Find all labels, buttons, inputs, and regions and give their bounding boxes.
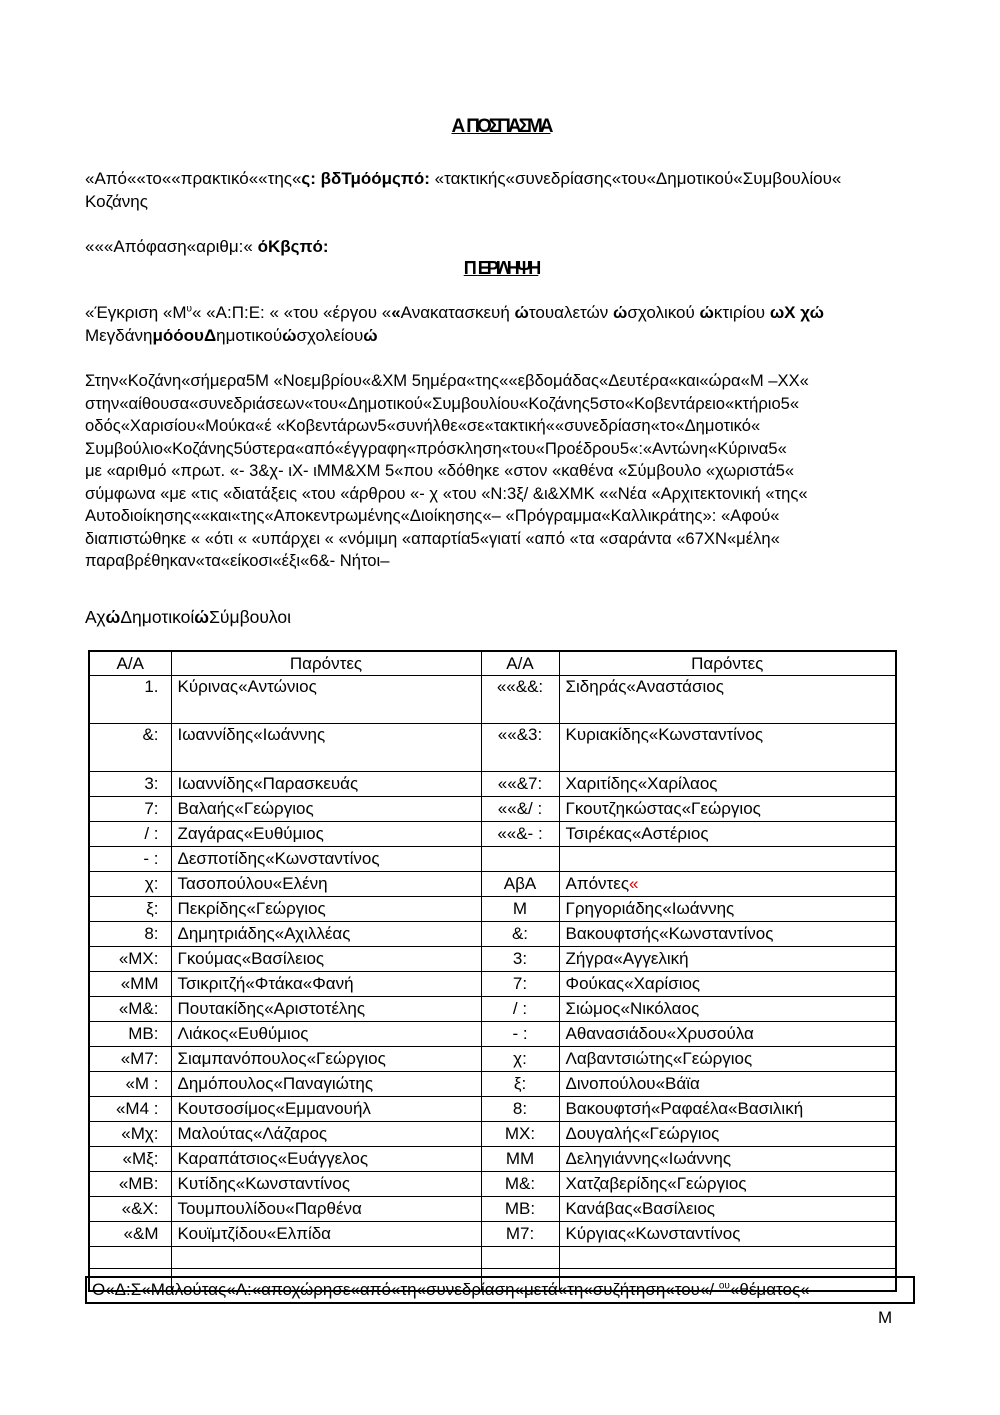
cell-index-left: ΜΒ: [89, 1022, 171, 1047]
cell-index-left: «Μ7: [89, 1047, 171, 1072]
cell-index-left: / : [89, 822, 171, 847]
table-row [89, 1047, 896, 1072]
text-run: ωΧ [769, 303, 801, 322]
text-run: Ανακατασκευή [400, 303, 515, 322]
cell-index-left: «Μ : [89, 1072, 171, 1097]
cell-name-left: Μαλούτας«Λάζαρος [171, 1122, 481, 1147]
cell-index-left: «ΜΜ [89, 972, 171, 997]
cell-index-left: 7: [89, 797, 171, 822]
cell-name-left: Δημόπουλος«Παναγιώτης [171, 1072, 481, 1097]
cell-name-right: Ζήγρα«Αγγελική [559, 947, 896, 972]
cell-name-right: Κανάβας«Βασίλειος [559, 1197, 896, 1222]
cell-index-left [89, 1247, 171, 1269]
text-run: σχολείου [296, 326, 364, 345]
cell-name-left: Πεκρίδης«Γεώργιος [171, 897, 481, 922]
cell-index-left: «Μχ: [89, 1122, 171, 1147]
text-run: όΚβςπό: [257, 237, 329, 256]
cell-name-right: Χαριτίδης«Χαρίλαος [559, 772, 896, 797]
text-run: ημοτικού [216, 326, 283, 345]
table-row [89, 972, 896, 997]
cell-name-left: Τσικριτζή«Φτάκα«Φανή [171, 972, 481, 997]
cell-name-right: Κύργιας«Κωνσταντίνος [559, 1222, 896, 1247]
table-row [89, 1197, 896, 1222]
summary-heading: ΠΕΡΙΛΗΨΗ [463, 258, 539, 278]
text-run: ώ [613, 303, 628, 322]
cell-name-right: Γρηγοριάδης«Ιωάννης [559, 897, 896, 922]
departure-note [85, 1276, 915, 1304]
text-run: «τακτικής«συνεδρίασης«του«Δημοτικού«Συμβουλίου« [429, 169, 842, 188]
text-run: « «Α:Π:Ε: « «του «έργου « [192, 303, 392, 322]
cell-name-right: Γκουτζηκώστας«Γεώργιος [559, 797, 896, 822]
text-run: ώ [282, 326, 297, 345]
cell-index-right: 7: [481, 972, 559, 997]
cell-name-left: Καραπάτσιος«Ευάγγελος [171, 1147, 481, 1172]
text-run: ώ [514, 303, 529, 322]
document-title: ΑΠΟΣΠΑΣΜΑ [451, 116, 551, 137]
text-run: ώ [363, 326, 378, 345]
cell-name-left: Γκούμας«Βασίλειος [171, 947, 481, 972]
cell-index-left: χ: [89, 872, 171, 897]
cell-name-left: Ιωαννίδης«Ιωάννης [171, 724, 481, 772]
cell-name-left: Ζαγάρας«Ευθύμιος [171, 822, 481, 847]
table-header-row [89, 651, 896, 676]
paragraph-line: οδός«Χαρισίου«Μούκα«έ «Κοβεντάρων5«συνήλθε«σε«τακτική««συνεδρίαση«το«Δημοτικό« [85, 416, 761, 435]
cell-name-right: Βακουφτσή«Ραφαέλα«Βασιλική [559, 1097, 896, 1122]
cell-index-left: - : [89, 847, 171, 872]
text-run: «Από««το««πρακτικό««της« [85, 169, 302, 188]
cell-index-left: «Μξ: [89, 1147, 171, 1172]
cell-name-left: Τασοπούλου«Ελένη [171, 872, 481, 897]
text-run: ώ [194, 607, 210, 627]
table-row [89, 872, 896, 897]
cell-name-right: Σιώμος«Νικόλαος [559, 997, 896, 1022]
page-number: Μ [878, 1308, 893, 1327]
table-row [89, 1097, 896, 1122]
paragraph-line: Συμβούλιο«Κοζάνης5ύστερα«από«έγγραφη«πρόσκληση«του«Προέδρου5«:«Αντώνη«Κύρινα5« [85, 438, 787, 458]
text-run: Σύμβουλοι [209, 607, 292, 627]
text-run: ς: βδΤμόόμςπό: [301, 169, 430, 188]
text-run: «Έγκριση «Μ [85, 303, 187, 322]
cell-index-right: ΜΒ: [481, 1197, 559, 1222]
header-cell-present-left: Παρόντες [171, 651, 481, 676]
text-run: « [391, 303, 401, 322]
cell-name-left [171, 1247, 481, 1269]
cell-name-right: Σιδηράς«Αναστάσιος [559, 676, 896, 724]
cell-index-right [481, 847, 559, 872]
text-run: σχολικού [627, 303, 700, 322]
table-row [89, 772, 896, 797]
table-row [89, 724, 896, 772]
cell-name-left: Κουτσοσίμος«Εμμανουήλ [171, 1097, 481, 1122]
text-run: Αχ [85, 607, 106, 627]
cell-index-right: 3: [481, 947, 559, 972]
table-row [89, 1247, 896, 1269]
intro-paragraph [85, 168, 917, 213]
cell-name-left: Βαλαής«Γεώργιος [171, 797, 481, 822]
text-run: ώ [105, 607, 121, 627]
cell-name-right: Δουγαλής«Γεώργιος [559, 1122, 896, 1147]
text-run: Ο«Δ:Σ«Μαλούτας«Λ:«αποχώρησε«από«τη«συνεδρίαση«μετά«τη«συζήτηση«του«/ [92, 1280, 719, 1299]
text-run: «θέματος« [729, 1280, 810, 1299]
decision-number-line [85, 237, 329, 257]
cell-index-right: ««&/ : [481, 797, 559, 822]
cell-index-right: ««&- : [481, 822, 559, 847]
table-row [89, 947, 896, 972]
cell-index-right: / : [481, 997, 559, 1022]
paragraph-line: Αυτοδιοίκησης««και«της«Αποκεντρωμένης«Διοίκησης«– «Πρόγραμμα«Καλλικράτης»: «Αφού« [85, 506, 780, 525]
absent-marker: « [629, 874, 639, 893]
cell-name-right: Κυριακίδης«Κωνσταντίνος [559, 724, 896, 772]
text-run: ου [718, 1280, 730, 1292]
cell-index-right: Μ&: [481, 1172, 559, 1197]
text-run: κτιρίου [713, 303, 770, 322]
cell-index-left: «ΜΒ: [89, 1172, 171, 1197]
cell-index-left: «&Χ: [89, 1197, 171, 1222]
paragraph-line: με «αριθμό «πρωτ. «- 3&χ- ιΧ- ιΜΜ&ΧΜ 5«που «δόθηκε «στον «καθένα «Σύμβουλο «χωριστά5« [85, 461, 795, 480]
table-row [89, 1122, 896, 1147]
table-row [89, 1172, 896, 1197]
text-run: τουαλετών [528, 303, 613, 322]
cell-index-right: ««&7: [481, 772, 559, 797]
cell-name-left: Κυτίδης«Κωνσταντίνος [171, 1172, 481, 1197]
cell-index-right [481, 1247, 559, 1269]
cell-name-right [559, 847, 896, 872]
table-row [89, 897, 896, 922]
cell-index-right: Μ [481, 897, 559, 922]
cell-name-left: Δημητριάδης«Αχιλλέας [171, 922, 481, 947]
cell-index-right: χ: [481, 1047, 559, 1072]
cell-index-left: «&Μ [89, 1222, 171, 1247]
cell-index-left: 3: [89, 772, 171, 797]
header-cell-present-right: Παρόντες [559, 651, 896, 676]
cell-name-right: Βακουφτσής«Κωνσταντίνος [559, 922, 896, 947]
councilors-table [88, 650, 897, 1292]
paragraph-line: στην«αίθουσα«συνεδριάσεων«του«Δημοτικού«Συμβουλίου«Κοζάνης5στο«Κοβεντάρειο«κτήριο5« [85, 393, 800, 413]
text-run: Δημοτικοί [120, 607, 195, 627]
cell-name-right: Αθανασιάδου«Χρυσούλα [559, 1022, 896, 1047]
table-row [89, 1222, 896, 1247]
cell-index-right: ΜΧ: [481, 1122, 559, 1147]
cell-index-right: &: [481, 922, 559, 947]
paragraph-line: παραβρέθηκαν«τα«είκοσι«έξι«6&- Νήτοι– [85, 551, 390, 570]
cell-name-left: Σιαμπανόπουλος«Γεώργιος [171, 1047, 481, 1072]
cell-name-right: Απόντες« [559, 872, 896, 897]
paragraph-line: σύμφωνα «με «τις «διατάξεις «του «άρθρου «- χ «του «Ν:3ξ/ &ι&ΧΜΚ ««Νέα «Αρχιτεκτονική «της« [85, 483, 808, 503]
cell-name-right: Λαβαντσιώτης«Γεώργιος [559, 1047, 896, 1072]
cell-name-right: Δινοπούλου«Βάϊα [559, 1072, 896, 1097]
cell-index-right: 8: [481, 1097, 559, 1122]
cell-name-right [559, 1247, 896, 1269]
table-row [89, 676, 896, 724]
text-run: υ [186, 303, 192, 315]
table-row [89, 1072, 896, 1097]
text-run: Κοζάνης [85, 191, 148, 211]
cell-name-right: Χατζαβερίδης«Γεώργιος [559, 1172, 896, 1197]
text-run: μόόου [152, 326, 204, 345]
cell-index-left: «Μ4 : [89, 1097, 171, 1122]
cell-name-right: Τσιρέκας«Αστέριος [559, 822, 896, 847]
cell-name-left: Τουμπουλίδου«Παρθένα [171, 1197, 481, 1222]
header-cell-index-right: Α/Α [481, 651, 559, 676]
cell-index-right: ««&&: [481, 676, 559, 724]
header-cell-index-left: Α/Α [89, 651, 171, 676]
cell-index-left: ξ: [89, 897, 171, 922]
text-run: «««Απόφαση«αριθμ:« [85, 237, 258, 256]
cell-name-left: Δεσποτίδης«Κωνσταντίνος [171, 847, 481, 872]
text-run: Μεγδάνη [85, 326, 153, 345]
table-row [89, 797, 896, 822]
paragraph-line: Στην«Κοζάνη«σήμερα5Μ «Νοεμβρίου«&ΧΜ 5ημέρα«της««εβδομάδας«Δευτέρα«και«ώρα«Μ –ΧΧ« [85, 371, 809, 390]
cell-index-right: Μ7: [481, 1222, 559, 1247]
cell-index-left: «ΜΧ: [89, 947, 171, 972]
councilors-heading [85, 607, 291, 628]
cell-index-right: ξ: [481, 1072, 559, 1097]
cell-index-left: «Μ&: [89, 997, 171, 1022]
text-run: ώ [699, 303, 714, 322]
table-row [89, 922, 896, 947]
cell-name-left: Κουϊμτζίδου«Ελπίδα [171, 1222, 481, 1247]
text-run: χώ [800, 303, 825, 322]
cell-index-left: 8: [89, 922, 171, 947]
cell-name-left: Πουτακίδης«Αριστοτέλης [171, 997, 481, 1022]
table-row [89, 847, 896, 872]
cell-name-right: Δεληγιάννης«Ιωάννης [559, 1147, 896, 1172]
table-row [89, 1022, 896, 1047]
cell-index-left: 1. [89, 676, 171, 724]
cell-index-right: ΑβΑ [481, 872, 559, 897]
session-paragraph [85, 371, 917, 574]
cell-name-right: Φούκας«Χαρίσιος [559, 972, 896, 997]
table-row [89, 997, 896, 1022]
paragraph-line: διαπιστώθηκε « «ότι « «υπάρχει « «νόμιμη «απαρτία5«γιατί «από «τα «σαράντα «67ΧΝ«μέλη« [85, 528, 780, 548]
cell-index-right: - : [481, 1022, 559, 1047]
cell-name-left: Λιάκος«Ευθύμιος [171, 1022, 481, 1047]
approval-paragraph [85, 301, 917, 347]
table-row [89, 822, 896, 847]
cell-name-left: Ιωαννίδης«Παρασκευάς [171, 772, 481, 797]
table-row [89, 1147, 896, 1172]
cell-index-right: ««&3: [481, 724, 559, 772]
text-run: Δ [203, 326, 217, 345]
cell-name-left: Κύρινας«Αντώνιος [171, 676, 481, 724]
cell-index-left: &: [89, 724, 171, 772]
cell-index-right: ΜΜ [481, 1147, 559, 1172]
